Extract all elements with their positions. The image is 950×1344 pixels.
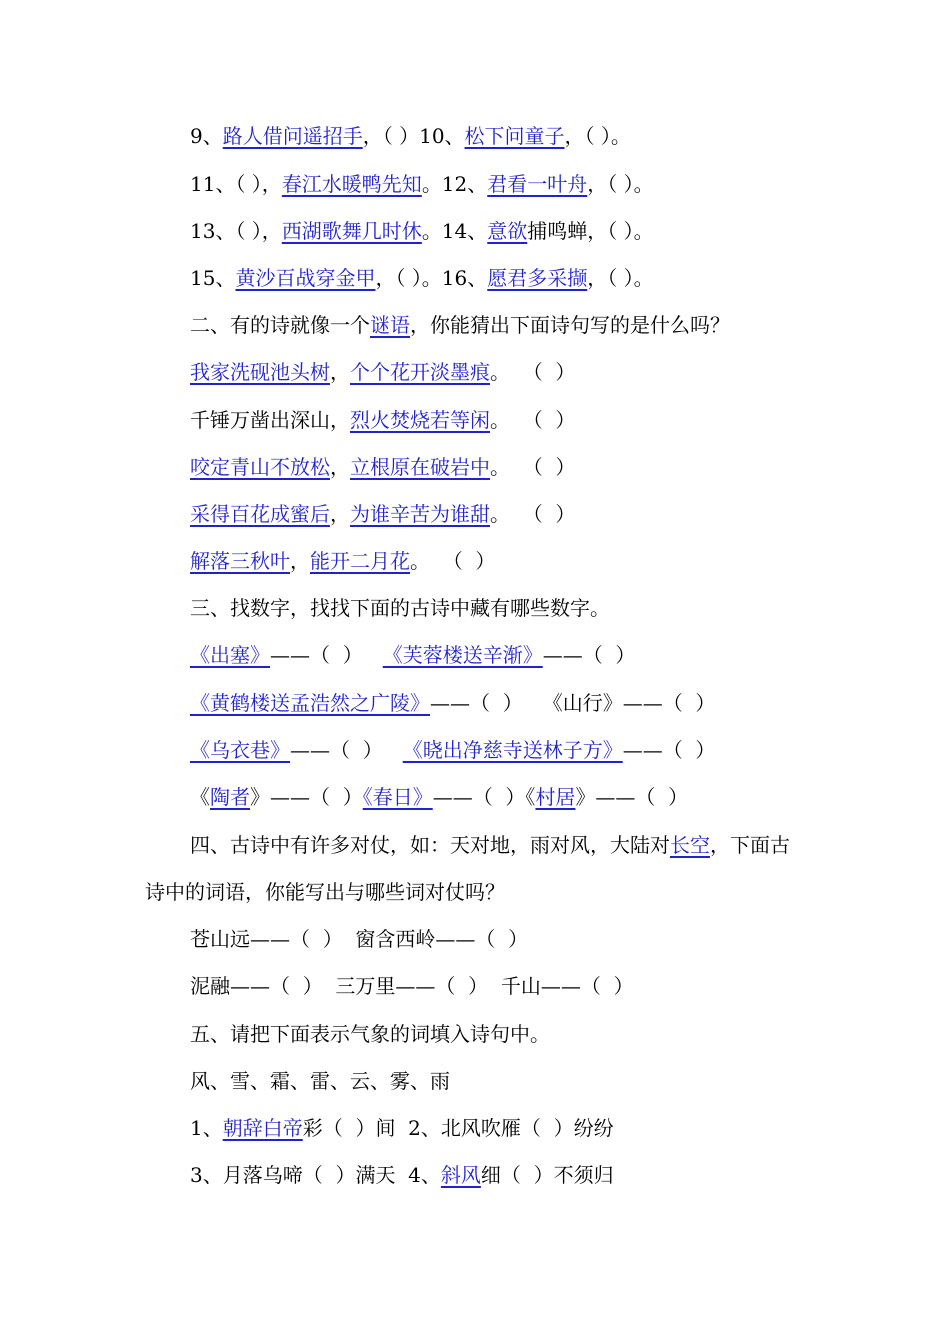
q2-row-1 bbox=[190, 358, 575, 386]
text: 》——（ ） bbox=[575, 785, 689, 809]
poem-link[interactable]: 我家洗砚池头树 bbox=[190, 360, 330, 384]
text: ，（ ）。16、 bbox=[375, 266, 488, 290]
text: ，你能猜出下面诗句写的是什么吗？ bbox=[410, 313, 730, 337]
text: 四、古诗中有许多对仗，如：天对地，雨对风，大陆对 bbox=[190, 833, 670, 857]
poem-title-link[interactable]: 《黄鹤楼送孟浩然之广陵》 bbox=[190, 691, 430, 715]
poem-title-link[interactable]: 村居 bbox=[535, 785, 576, 809]
q1-line-9 bbox=[190, 122, 631, 150]
q2-row-5 bbox=[190, 547, 495, 575]
text: 千锤万凿出深山， bbox=[190, 408, 350, 432]
poem-link[interactable]: 为谁辛苦为谁甜 bbox=[350, 502, 490, 526]
q2-row-4 bbox=[190, 500, 575, 528]
poem-link[interactable]: 能开二月花 bbox=[310, 549, 410, 573]
q2-heading bbox=[190, 311, 730, 339]
q3-row-3 bbox=[190, 736, 715, 764]
text: ，（ ）。 bbox=[587, 266, 654, 290]
q1-line-15 bbox=[190, 264, 654, 292]
poem-link[interactable]: 黄沙百战穿金甲 bbox=[235, 266, 376, 290]
text: 《 bbox=[190, 785, 210, 809]
text: 11、（ ）， bbox=[190, 172, 282, 196]
text: ——（ ） bbox=[542, 643, 636, 667]
poem-link[interactable]: 路人借问遥招手 bbox=[222, 124, 363, 148]
q1-line-11 bbox=[190, 170, 654, 198]
text: ——（ ） bbox=[430, 691, 523, 715]
text: ， bbox=[330, 455, 350, 479]
text: 二、有的诗就像一个 bbox=[190, 313, 370, 337]
text: 彩（ ）间 2、北风吹雁（ ）纷纷 bbox=[302, 1116, 614, 1140]
q3-row-2 bbox=[190, 689, 715, 717]
poem-link[interactable]: 烈火焚烧若等闲 bbox=[350, 408, 490, 432]
answer-blank: 。 （ ） bbox=[490, 455, 576, 479]
q3-row-1 bbox=[190, 641, 635, 669]
text: ，（ ）10、 bbox=[362, 124, 465, 148]
text: 9、 bbox=[190, 124, 223, 148]
answer-blank: 。 （ ） bbox=[490, 502, 576, 526]
q2-row-2 bbox=[190, 406, 575, 434]
text: 13、（ ）， bbox=[190, 219, 282, 243]
text: 《山行》——（ ） bbox=[542, 691, 716, 715]
text: ——（ ） bbox=[270, 643, 363, 667]
q5-row-2 bbox=[190, 1161, 614, 1189]
text: ，（ ）。 bbox=[564, 124, 631, 148]
poem-title-link[interactable]: 《芙蓉楼送辛渐》 bbox=[382, 643, 543, 667]
answer-blank: 。 （ ） bbox=[490, 360, 576, 384]
word-link[interactable]: 长空 bbox=[670, 833, 710, 857]
q1-line-13 bbox=[190, 217, 654, 245]
poem-link[interactable]: 朝辞白帝 bbox=[222, 1116, 303, 1140]
text: ，（ ）。 bbox=[587, 172, 654, 196]
q4-heading-line-1 bbox=[190, 831, 790, 859]
text: 3、月落乌啼（ ）满天 4、 bbox=[190, 1163, 441, 1187]
q2-row-3 bbox=[190, 453, 575, 481]
text: 。14、 bbox=[421, 219, 488, 243]
q5-heading: 五、请把下面表示气象的词填入诗句中。 bbox=[190, 1022, 550, 1046]
poem-link[interactable]: 个个花开淡墨痕 bbox=[350, 360, 490, 384]
text: 捕鸣蝉，（ ）。 bbox=[527, 219, 654, 243]
text: ——（ ） bbox=[290, 738, 383, 762]
text: 。12、 bbox=[421, 172, 488, 196]
poem-link[interactable]: 立根原在破岩中 bbox=[350, 455, 490, 479]
poem-title-link[interactable]: 《出塞》 bbox=[190, 643, 270, 667]
poem-link[interactable]: 斜风 bbox=[440, 1163, 481, 1187]
poem-link[interactable]: 春江水暖鸭先知 bbox=[281, 172, 422, 196]
text: 1、 bbox=[190, 1116, 223, 1140]
answer-blank: 。 （ ） bbox=[410, 549, 496, 573]
q5-words: 风、雪、霜、雷、云、雾、雨 bbox=[190, 1069, 450, 1093]
text: 15、 bbox=[190, 266, 236, 290]
text: ， bbox=[330, 360, 350, 384]
poem-link[interactable]: 意欲 bbox=[487, 219, 528, 243]
text: ，下面古 bbox=[710, 833, 790, 857]
poem-link[interactable]: 解落三秋叶 bbox=[190, 549, 290, 573]
riddle-link[interactable]: 谜语 bbox=[370, 313, 410, 337]
q3-row-4 bbox=[190, 783, 688, 811]
poem-link[interactable]: 君看一叶舟 bbox=[487, 172, 588, 196]
poem-link[interactable]: 采得百花成蜜后 bbox=[190, 502, 330, 526]
q4-row-1: 苍山远——（ ） 窗含西岭——（ ） bbox=[190, 927, 529, 951]
poem-title-link[interactable]: 《晓出净慈寺送林子方》 bbox=[402, 738, 623, 762]
text: 》——（ ） bbox=[250, 785, 363, 809]
text: ， bbox=[290, 549, 310, 573]
poem-link[interactable]: 西湖歌舞几时休 bbox=[281, 219, 422, 243]
q4-heading-line-2: 诗中的词语，你能写出与哪些词对仗吗？ bbox=[145, 880, 505, 904]
poem-link[interactable]: 愿君多采撷 bbox=[487, 266, 588, 290]
q4-row-2: 泥融——（ ） 三万里——（ ） 千山——（ ） bbox=[190, 974, 634, 998]
poem-title-link[interactable]: 《春日》 bbox=[362, 785, 433, 809]
poem-link[interactable]: 咬定青山不放松 bbox=[190, 455, 330, 479]
poem-link[interactable]: 松下问童子 bbox=[464, 124, 565, 148]
answer-blank: 。 （ ） bbox=[490, 408, 576, 432]
q3-heading: 三、找数字，找找下面的古诗中藏有哪些数字。 bbox=[190, 596, 610, 620]
text: ——（ ） bbox=[622, 738, 716, 762]
text: ， bbox=[330, 502, 350, 526]
text: ——（ ）《 bbox=[432, 785, 536, 809]
text: 细（ ）不须归 bbox=[480, 1163, 614, 1187]
q5-row-1 bbox=[190, 1114, 614, 1142]
poem-title-link[interactable]: 《乌衣巷》 bbox=[190, 738, 290, 762]
poem-title-link[interactable]: 陶者 bbox=[210, 785, 250, 809]
